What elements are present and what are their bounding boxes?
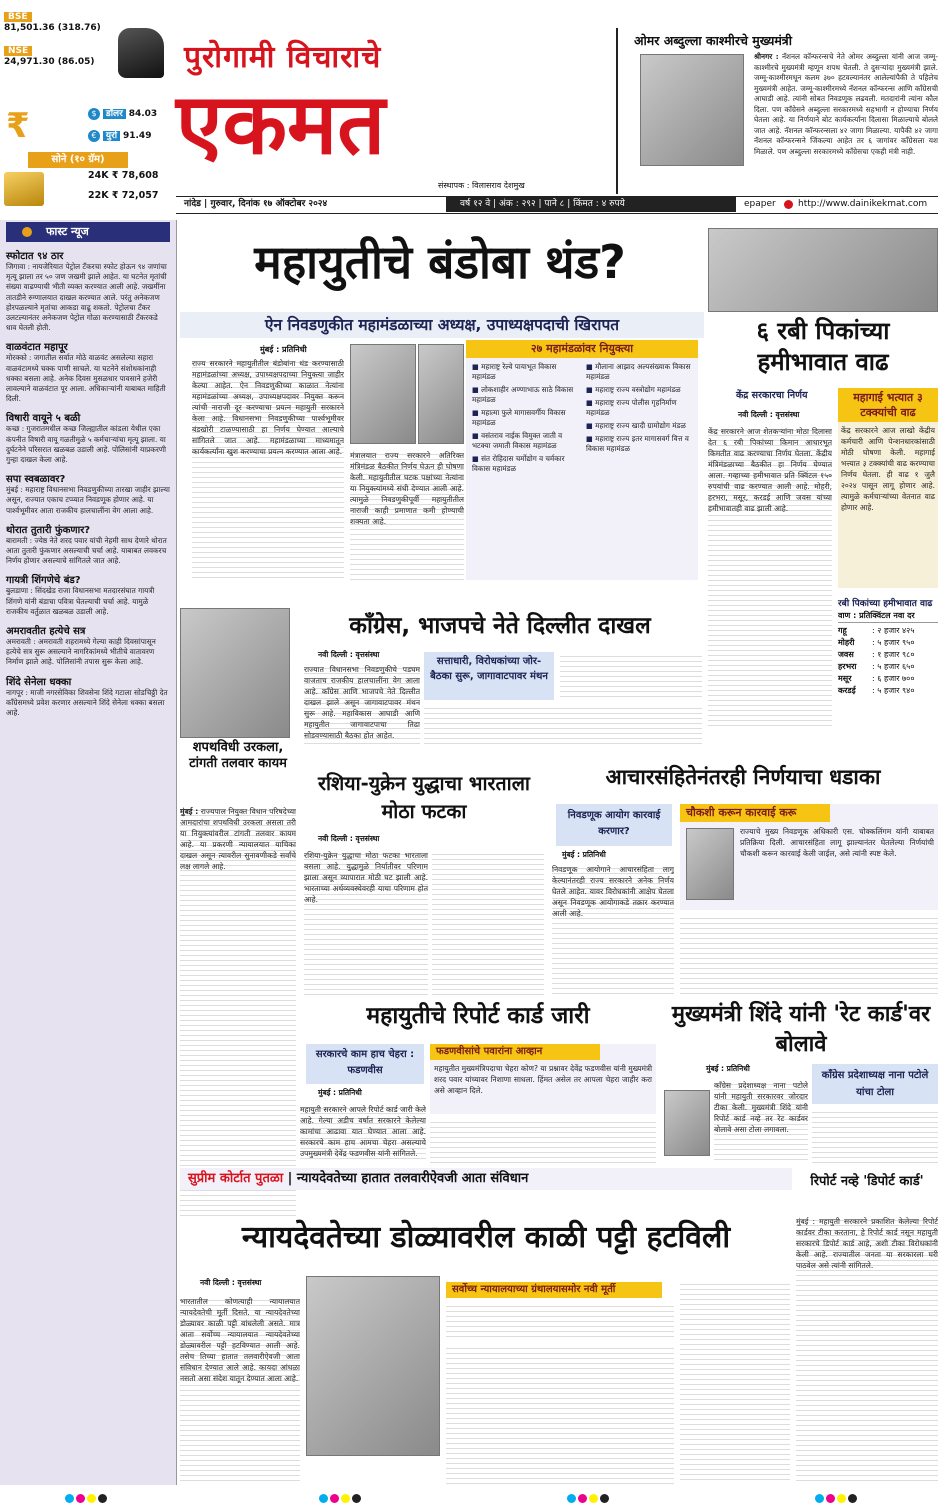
- fast-news-sidebar: [0, 220, 176, 1485]
- dateline-date: नांदेड | गुरुवार, दिनांक १७ ऑक्टोबर २०२४: [184, 199, 328, 209]
- price-row: [838, 685, 938, 697]
- shinde-dateline: मुंबई : प्रतिनिधी: [706, 1064, 750, 1073]
- appointment-item: [586, 362, 692, 382]
- oath-body: [180, 806, 296, 1218]
- report-body: [300, 1104, 426, 1162]
- appointment-item: [586, 385, 692, 395]
- justice-body: [180, 1296, 300, 1484]
- registration-marks-mid2: [566, 1488, 636, 1498]
- price-crop: गहू: [838, 626, 847, 635]
- congress-body-2: [424, 704, 702, 748]
- shinde-title: मुख्यमंत्री शिंदे यांनी 'रेट कार्ड'वर बोलावे: [671, 1002, 931, 1057]
- appointment-item-text: संत रोहिदास चर्मोद्योग व चर्मकार विकास महामंडळ: [472, 454, 565, 473]
- russia-body-2: [432, 850, 544, 996]
- lead-dateline: मुंबई : प्रतिनिधी: [260, 345, 307, 354]
- cabinet-photo: [708, 228, 938, 312]
- justice-body-4: [680, 1280, 790, 1484]
- justice-title: न्यायदेवतेच्या डोळ्यावरील काळी पट्टी हटविली: [241, 1220, 731, 1255]
- dateline-issue: [446, 197, 736, 212]
- inquiry-title: चौकशी करून कारवाई करू: [680, 804, 830, 822]
- price-title: रबी पिकांच्या हमीभावात वाढ: [838, 599, 933, 609]
- lead-photo-2: [418, 344, 464, 444]
- masthead-founder: संस्थापक : विलासराव देशमुख: [438, 181, 525, 190]
- price-crop: करडई: [838, 686, 856, 695]
- congress-dateline: नवी दिल्ली : वृत्तसंस्था: [318, 650, 380, 659]
- bullet-icon: ■: [586, 421, 596, 430]
- globe-icon: [784, 200, 793, 209]
- appointment-item: [586, 398, 692, 418]
- lady-justice-statue-photo: [306, 1276, 440, 1456]
- lead-photo-1: [350, 344, 416, 444]
- registration-marks-mid: [318, 1488, 388, 1498]
- congress-box: सत्ताधारी, विरोधकांच्या जोर-बैठका सुरू, जागावाटपावर मंथन: [424, 652, 554, 700]
- price-rate: : ५ हजार ९५०: [872, 638, 915, 647]
- code-dateline: मुंबई : प्रतिनिधी: [562, 850, 606, 859]
- russia-text: रशिया-युक्रेन युद्धाचा मोठा फटका भारताला बसला आहे. युद्धामुळे निर्यातीवर परिणाम झाला असून व्यापारात मोठी घट झाली आहे. भारताच्या अर्थव्यवस्थेवरही याचा परिणाम होत आहे.: [304, 851, 428, 904]
- russia-dateline: नवी दिल्ली : वृत्तसंस्था: [318, 834, 380, 843]
- price-row: [838, 649, 938, 661]
- bullet-icon: ■: [472, 385, 482, 394]
- congress-text: राज्यात विधानसभा निवडणुकीचे पडघम वाजताच राजकीय हालचालींना वेग आला आहे. काँग्रेस आणि भाजपचे नेते दिल्लीत दाखल झाले असून जागावाटपावर मंथन सुरू आहे. महाविकास आघाडी आणि महायुतीत जागावाटपाचा तिढा सोडवण्यासाठी बैठका होत आहेत.: [304, 665, 420, 740]
- topstory-body: [754, 52, 938, 192]
- appointment-item: [472, 454, 578, 474]
- bullet-icon: ■: [472, 362, 482, 371]
- lead-col2-text: मंत्रालयात राज्य सरकारने अतिरिक्त मंत्रिमंडळ बैठकीत निर्णय घेऊन ही घोषणा केली. महायुतीतील घटक पक्षांच्या नेत्यांना या नियुक्त्यांमध्ये संधी देण्यात आली आहे. त्यामुळे निवडणुकीपूर्वी महायुतीतील नाराजी काही प्रमाणात कमी होण्याची शक्यता आहे.: [350, 451, 464, 526]
- appointment-item-text: महाराष्ट्र राज्य खादी ग्रामोद्योग मंडळ: [595, 421, 686, 430]
- fast-news-headline: शिंदे सेनेला धक्का: [6, 676, 72, 688]
- justice-kicker: सुप्रीम कोर्टात पुतळा: [188, 1171, 284, 1186]
- fast-news-title-text: फास्ट न्यूज: [46, 225, 89, 238]
- nse-value: 24,971.30 (86.05): [4, 57, 95, 67]
- challenge-text: महायुतीत मुख्यमंत्रिपदाचा चेहरा कोण? या प्रश्नावर देवेंद्र फडणवीस यांनी मुख्यमंत्री शरद पवार यांच्यावर निशाणा साधला. हिंमत असेल तर आपला चेहरा जाहीर करा असे आव्हान दिले.: [434, 1064, 653, 1095]
- deport-text: मुंबई : महायुती सरकारने प्रकाशित केलेल्या रिपोर्ट कार्डवर टीका करताना, हे रिपोर्ट कार्ड नसून महायुती सरकारचे डिपोर्ट कार्ड आहे, अशी टीका विरोधकांनी केली आहे. राज्यातील जनता या सरकारला घरी पाठवेल असे त्यांनी सांगितले.: [796, 1216, 938, 1484]
- sidebar-divider: [176, 220, 177, 1485]
- justice-kicker-rest: न्यायदेवतेच्या हातात तलवारीऐवजी आता संविधान: [296, 1171, 529, 1186]
- price-row: [838, 625, 938, 637]
- website-link[interactable]: http://www.dainikekmat.com: [798, 199, 928, 209]
- fast-news-title: [6, 222, 170, 242]
- da-box: [838, 388, 938, 588]
- price-row: [838, 661, 938, 673]
- price-rate: : ५ हजार ९४०: [872, 686, 915, 695]
- fast-news-text: मुंबई : महाराष्ट्र विधानसभा निवडणुकीच्या तारखा जाहीर झाल्या असून, राज्यात एकाच टप्प्यात निवडणूक होणार आहे. या पार्श्वभूमीवर आता राजकीय हालचालींना वेग आला आहे.: [6, 485, 170, 515]
- fast-news-headline: गायत्री शिंगणेचे बंड?: [6, 575, 81, 587]
- report-body-2: [430, 1118, 656, 1164]
- justice-body-2: [446, 1302, 674, 1340]
- bullet-icon: ■: [586, 434, 596, 443]
- euro-icon: €: [88, 130, 100, 142]
- shinde-text: काँग्रेस प्रदेशाध्यक्ष नाना पटोले यांनी महायुती सरकारवर जोरदार टीका केली. मुख्यमंत्री शिंदे यांनी रिपोर्ट कार्ड नव्हे तर रेट कार्डवर बोलावे असा टोला लगावला.: [714, 1081, 808, 1134]
- appointment-item-text: महात्मा फुले मागासवर्गीय विकास महामंडळ: [472, 408, 566, 427]
- code-text: निवडणूक आयोगाने आचारसंहिता लागू केल्यानंतरही राज्य सरकारने अनेक निर्णय घेतले आहेत. यावर विरोधकांनी आक्षेप घेतला असून निवडणूक आयोगाकडे तक्रार करण्यात आली आहे.: [552, 865, 674, 918]
- lead-col1-text: राज्य सरकारने महायुतीतील बंडोबांना थंड करण्यासाठी महामंडळांच्या अध्यक्ष, उपाध्यक्षपदाच्या नियुक्त्या जाहीर केल्या आहेत. ऐन निवडणुकीच्या काळात नेत्यांना महामंडळांच्या अध्यक्ष, उपाध्यक्षपदावर नियुक्त करून त्यांची नाराजी दूर करण्याचा प्रयत्न महायुती सरकारने केला आहे. विधानसभा निवडणुकीच्या पार्श्वभूमीवर बंडखोरी टाळण्यासाठी हा निर्णय घेण्यात आल्याचे सांगितले जात आहे. महामंडळाच्या माध्यमातून कार्यकर्त्यांना खुश करण्याचा प्रयत्न करण्यात आला आहे.: [192, 359, 344, 456]
- fast-news-text: मोरक्को : जगातील सर्वात मोठे वाळवंट असलेल्या सहारा वाळवंटामध्ये चक्क पाणी साचले. या घटनेने संशोधकांनाही धक्का बसला आहे. अनेक दिवस मुसळधार पावसाने हजेरी लावल्याने वाळवंटात पूर आला. अधिकाऱ्यांनी याबाबत माहिती दिली.: [6, 353, 166, 404]
- price-crop: हरभरा: [838, 662, 857, 671]
- lead-subtitle: ऐन निवडणुकीत महामंडळाच्या अध्यक्ष, उपाध्यक्षपदाची खिरापत: [180, 312, 704, 338]
- gold-22k: 22K ₹ 72,057: [88, 190, 159, 201]
- registration-marks-right: [814, 1488, 884, 1498]
- epaper-label: epaper: [744, 199, 776, 209]
- appointment-item-text: महाराष्ट्र राज्य पोलीस गृहनिर्माण महामंडळ: [586, 398, 677, 417]
- report-dateline: मुंबई : प्रतिनिधी: [318, 1088, 362, 1097]
- appointment-item-text: महाराष्ट्र राज्य इतर मागासवर्ग वित्त व विकास महामंडळ: [586, 434, 689, 453]
- fast-news-text: बुलडाणा : सिंदखेड राजा विधानसभा मतदारसंघात गायत्री शिंगणे यांनी बंडाचा पवित्रा घेतल्याची चर्चा आहे. यामुळे राजकीय वर्तुळात खळबळ उडाली आहे.: [6, 586, 155, 616]
- rabi-text: केंद्र सरकारने आज शेतकऱ्यांना मोठा दिलासा देत ६ रबी पिकांच्या किमान आधारभूत किमतीत वाढ करण्याचा निर्णय घेतला. केंद्रीय मंत्रिमंडळाच्या बैठकीत हा निर्णय घेण्यात आला. गव्हाच्या हमीभावात प्रति क्विंटल १५० रुपयांची वाढ करण्यात आली आहे. मोहरी, हरभरा, मसूर, करडई आणि जवस यांच्या हमीभावातही वाढ झाली आहे.: [708, 427, 832, 513]
- code-title: आचारसंहितेनंतरही निर्णयाचा धडाका: [605, 765, 881, 789]
- fast-news-icon: [22, 227, 32, 237]
- price-crop: मसूर: [838, 674, 852, 683]
- dateline-bar: [176, 196, 938, 214]
- dollar-value: 84.03: [128, 109, 158, 119]
- dollar-label: डॉलर: [103, 109, 126, 119]
- price-rate: : ६ हजार ७००: [872, 674, 915, 683]
- appointments-box: [466, 340, 698, 580]
- justice-body-3: [446, 1344, 674, 1484]
- fast-news-list: [0, 248, 176, 718]
- masthead-tagline: पुरोगामी विचाराचे: [184, 40, 382, 75]
- appointment-item-text: महाराष्ट्र राज्य वस्त्रोद्योग महामंडळ: [595, 385, 681, 394]
- lead-col2: [350, 450, 464, 580]
- bullet-icon: ■: [586, 385, 596, 394]
- appointment-item: [586, 434, 692, 454]
- inquiry-box: [680, 804, 938, 910]
- fast-news-text: अमरावती : अमरावती शहरामध्ये गेल्या काही दिवसांपासून हत्येचे सत्र सुरू असल्याने नागरिकांमध्ये भीतीचे वातावरण निर्माण झाले आहे. पोलिसांनी तपास सुरू केला आहे.: [6, 637, 156, 667]
- price-rate: : १ हजार ९८०: [872, 650, 915, 659]
- oath-dateline: मुंबई :: [180, 807, 199, 816]
- nse-label: NSE: [4, 46, 32, 56]
- fast-news-headline: स्फोटात ९४ ठार: [6, 251, 64, 262]
- bullet-icon: ■: [586, 398, 596, 407]
- appointment-item-text: लोकशाहीर अण्णाभाऊ साठे विकास महामंडळ: [472, 385, 574, 404]
- bse-value: 81,501.36 (318.76): [4, 23, 101, 33]
- topstory-dateline: श्रीनगर :: [754, 52, 779, 61]
- fast-news-headline: सपा स्वबळावर?: [6, 474, 66, 486]
- topstory-text: नॅशनल कॉन्फरन्सचे नेते ओमर अब्दुल्ला यांनी आज जम्मू-काश्मीरचे मुख्यमंत्री म्हणून शपथ घेतली. ते दुसऱ्यांदा मुख्यमंत्री झाले. जम्मू-काश्मीरमधून कलम ३७० हटवल्यानंतर आलेल्यांपैकी ते पहिलेच मुख्यमंत्री आहेत. जम्मू-काश्मीरमध्ये नॅशनल कॉन्फरन्स आणि काँग्रेसची आघाडी आहे. त्यांनी सोबत निवडणूक लढवली. मतदारांनी त्यांना कौल दिला. पण काँग्रेसने अब्दुल्ला सरकारमध्ये सहभागी न होण्याचा निर्णय घेतला आहे. या निर्णयाने बोट कार्यकर्त्यांना दिलासा मिळाल्याचे बोलले जात आहे. नॅशनल कॉन्फरन्सला ४२ जागा मिळाल्या. यापैकी ४२ जागा नॅशनल कॉन्फरन्सने जिंकल्या आहेत तर ६ जागांवर काँग्रेसला यश मिळाले. पण अब्दुल्ला सरकारमध्ये काँग्रेसचा एकही मंत्री नाही.: [754, 52, 938, 156]
- challenge-box: [430, 1044, 656, 1114]
- bullet-icon: ■: [472, 408, 482, 417]
- challenge-title: फडणवीसांचे पवारांना आव्हान: [430, 1044, 600, 1060]
- russia-title: रशिया-युक्रेन युद्धाचा भारताला मोठा फटका: [318, 772, 530, 823]
- inquiry-text: राज्याचे मुख्य निवडणूक अधिकारी एस. चोक्कलिंगम यांनी याबाबत प्रतिक्रिया दिली. आचारसंहिता लागू झाल्यानंतर घेतलेल्या निर्णयांची चौकशी करून कारवाई केली जाईल, असे त्यांनी स्पष्ट केले.: [740, 827, 934, 858]
- rabi-tag: केंद्र सरकारचा निर्णय: [736, 390, 808, 401]
- euro-row: [88, 128, 172, 144]
- fast-news-headline: विषारी वायूने ५ बळी: [6, 413, 81, 425]
- oath-caption: शपथविधी उरकला, टांगती तलवार कायम: [189, 740, 287, 771]
- code-body-2: [680, 914, 938, 996]
- justice-kicker-bar: [180, 1168, 792, 1190]
- euro-value: 91.49: [122, 131, 152, 141]
- da-text: केंद्र सरकारने आज लाखो केंद्रीय कर्मचारी आणि पेन्शनधारकांसाठी मोठी घोषणा केली. महागाई भत्त्यात ३ टक्क्यांची वाढ करण्याचा निर्णय घेतला. ही वाढ १ जुलै २०२४ पासून लागू होणार आहे. त्यामुळे कर्मचाऱ्यांच्या वेतनात वाढ होणार आहे.: [841, 426, 935, 512]
- price-subtitle: वाण : प्रतिक्विंटल नवा दर: [838, 610, 938, 623]
- fast-news-headline: वाळवंटात महापूर: [6, 342, 68, 354]
- price-row: [838, 637, 938, 649]
- price-box: [838, 598, 938, 768]
- report-title: महायुतीचे रिपोर्ट कार्ड जारी: [366, 1003, 590, 1029]
- report-box: सरकारचे काम हाच चेहरा : फडणवीस: [306, 1044, 424, 1084]
- russia-body: [304, 850, 428, 996]
- gold-bars-icon: [4, 172, 44, 206]
- lead-title: महायुतीचे बंडोबा थंड?: [254, 235, 626, 289]
- price-row: [838, 673, 938, 685]
- patole-photo: [664, 1090, 710, 1156]
- topstory-divider: [616, 28, 618, 194]
- fast-news-text: कच्छ : गुजरातमधील कच्छ जिल्ह्यातील कांडला येथील एका कंपनीत विषारी वायू गळतीमुळे ५ कर्मचाऱ्यांचा मृत्यू झाला. या दुर्घटनेने परिसरात खळबळ उडाली आहे. पोलिसांनी याप्रकरणी गुन्हा दाखल केला आहे.: [6, 424, 167, 465]
- justice-text: भारतातील कोणत्याही न्यायालयात न्यायदेवतेची मूर्ती दिसते. या न्यायदेवतेच्या डोळ्यावर काळी पट्टी बांधलेली असते. मात्र आता सर्वोच्च न्यायालयात न्यायदेवतेच्या डोळ्यावरील पट्टी हटविण्यात आली आहे. तसेच तिच्या हातात तलवारीऐवजी आता संविधान देण्यात आले आहे. कायदा आंधळा नसतो असा संदेश यातून देण्यात आला आहे.: [180, 1297, 300, 1383]
- price-crop: जवस: [838, 650, 854, 659]
- appointments-title: २७ महामंडळांवर नियुक्त्या: [466, 340, 698, 358]
- justice-caption: सर्वोच्च न्यायालयाच्या ग्रंथालयासमोर नवी मूर्ती: [446, 1282, 662, 1298]
- rupee-icon: ₹: [6, 106, 30, 146]
- rabi-body: [708, 426, 832, 726]
- mlc-collage-photo: [180, 608, 290, 738]
- bullet-icon: ■: [586, 362, 596, 371]
- rabi-dateline: नवी दिल्ली : वृत्तसंस्था: [738, 410, 800, 419]
- dollar-icon: $: [88, 108, 100, 120]
- topstory-title: ओमर अब्दुल्ला काश्मीरचे मुख्यमंत्री: [634, 33, 792, 48]
- fast-news-headline: थोरात तुतारी फुंकणार?: [6, 524, 91, 536]
- euro-label: युरो: [103, 131, 120, 141]
- shinde-box: काँग्रेस प्रदेशाध्यक्ष नाना पटोले यांचा टोला: [812, 1064, 938, 1104]
- rabi-title: ६ रबी पिकांच्या हमीभावात वाढ: [756, 317, 890, 376]
- fast-news-text: बारामती : ज्येष्ठ नेते शरद पवार यांची नेहमी साथ देणारे थोरात आता तुतारी फुंकणार असल्याची चर्चा आहे. याबाबत लवकरच निर्णय होणार असल्याचे सांगितले जात आहे.: [6, 535, 167, 566]
- appointment-item: [472, 408, 578, 428]
- appointment-item-text: महाराष्ट्र रेल्वे पायाभूत विकास महामंडळ: [472, 362, 557, 381]
- fast-news-text: जिगावा : नायजेरियात पेट्रोल टँकरचा स्फोट होऊन ९४ जणांचा मृत्यू झाला तर ५० जण जखमी झाले आहेत. या घटनेत मृतांची संख्या वाढण्याची भीती व्यक्त करण्यात आली आहे. जखमींना तातडीने रुग्णालयात दाखल करण्यात आले. परंतु अनेकजण होरपळल्याने मृतांचा आकडा वाढू शकतो. पेट्रोलचा टँकर उलटल्यानंतर अनेकजण पेट्रोल गोळा करण्यासाठी टँकरकडे धाव घेतली होती.: [6, 262, 167, 333]
- shinde-body-2: [812, 1108, 938, 1164]
- masthead-name: एकमत: [176, 75, 386, 173]
- chokkalingam-photo: [686, 828, 734, 900]
- bullet-icon: ■: [472, 431, 482, 440]
- bse-label: BSE: [4, 12, 32, 22]
- gold-label: सोने (१० ग्रॅम): [28, 152, 128, 168]
- justice-dateline: नवी दिल्ली : वृत्तसंस्था: [200, 1278, 262, 1287]
- appointments-list: [466, 358, 698, 478]
- dateline-issue-text: वर्ष १२ वे | अंक : २९२ | पाने ८ | किंमत : ४ रुपये: [460, 199, 625, 209]
- bse-block: [4, 4, 122, 34]
- price-rate: : २ हजार ४२५: [872, 626, 915, 635]
- fast-news-headline: अमरावतीत हत्येचे सत्र: [6, 626, 86, 638]
- price-table: [838, 625, 938, 697]
- lead-col1: [192, 358, 344, 580]
- appointment-item-text: मौलाना आझाद अल्पसंख्याक विकास महामंडळ: [586, 362, 691, 381]
- justice-kicker-sep: |: [287, 1171, 297, 1186]
- market-box: [0, 0, 172, 212]
- congress-body-3: [560, 652, 702, 700]
- congress-title: काँग्रेस, भाजपचे नेते दिल्लीत दाखल: [349, 613, 651, 639]
- da-title: महागाई भत्यात ३ टक्क्यांची वाढ: [838, 388, 938, 422]
- appointment-item: [472, 431, 578, 451]
- registration-marks-left: [64, 1488, 134, 1498]
- code-body: [552, 864, 674, 994]
- omar-photo: [640, 54, 744, 166]
- appointment-item: [472, 362, 578, 382]
- congress-body-1: [304, 664, 420, 748]
- report-text: महायुती सरकारने आपले रिपोर्ट कार्ड जारी केले आहे. गेल्या अडीच वर्षात सरकारने केलेल्या कामांचा आढावा यात घेण्यात आला आहे. सरकारचे काम हाच आमचा चेहरा असल्याचे उपमुख्यमंत्री देवेंद्र फडणवीस यांनी सांगितले.: [300, 1105, 426, 1158]
- oath-text: राज्यपाल नियुक्त विधान परिषदेच्या आमदारांचा शपथविधी उरकला असला तरी या नियुक्त्यांवरील टांगती तलवार कायम आहे. या प्रकरणी न्यायालयात याचिका दाखल असून त्यावरील सुनावणीकडे सर्वांचे लक्ष लागले आहे.: [180, 807, 296, 871]
- bullet-icon: ■: [472, 454, 482, 463]
- price-rate: : ५ हजार ६५०: [872, 662, 915, 671]
- gold-24k: 24K ₹ 78,608: [88, 170, 159, 181]
- appointment-item: [586, 421, 692, 431]
- price-crop: मोहरी: [838, 638, 855, 647]
- fast-news-text: नागपूर : माजी नगरसेविका शिवसेना शिंदे गटाला सोडचिठ्ठी देत काँग्रेसमध्ये प्रवेश करणार असल्याने शिंदे सेनेला धक्का बसला आहे.: [6, 687, 168, 718]
- shinde-body: [714, 1080, 808, 1164]
- nse-block: [4, 38, 134, 68]
- dollar-row: [88, 106, 172, 122]
- deport-title: रिपोर्ट नव्हे 'डिपोर्ट कार्ड': [810, 1174, 924, 1189]
- appointment-item-text: वसंतराव नाईक विमुक्त जाती व भटक्या जमाती विकास महामंडळ: [472, 431, 563, 450]
- code-box: निवडणूक आयोग कारवाई करणार?: [556, 804, 672, 846]
- appointment-item: [472, 385, 578, 405]
